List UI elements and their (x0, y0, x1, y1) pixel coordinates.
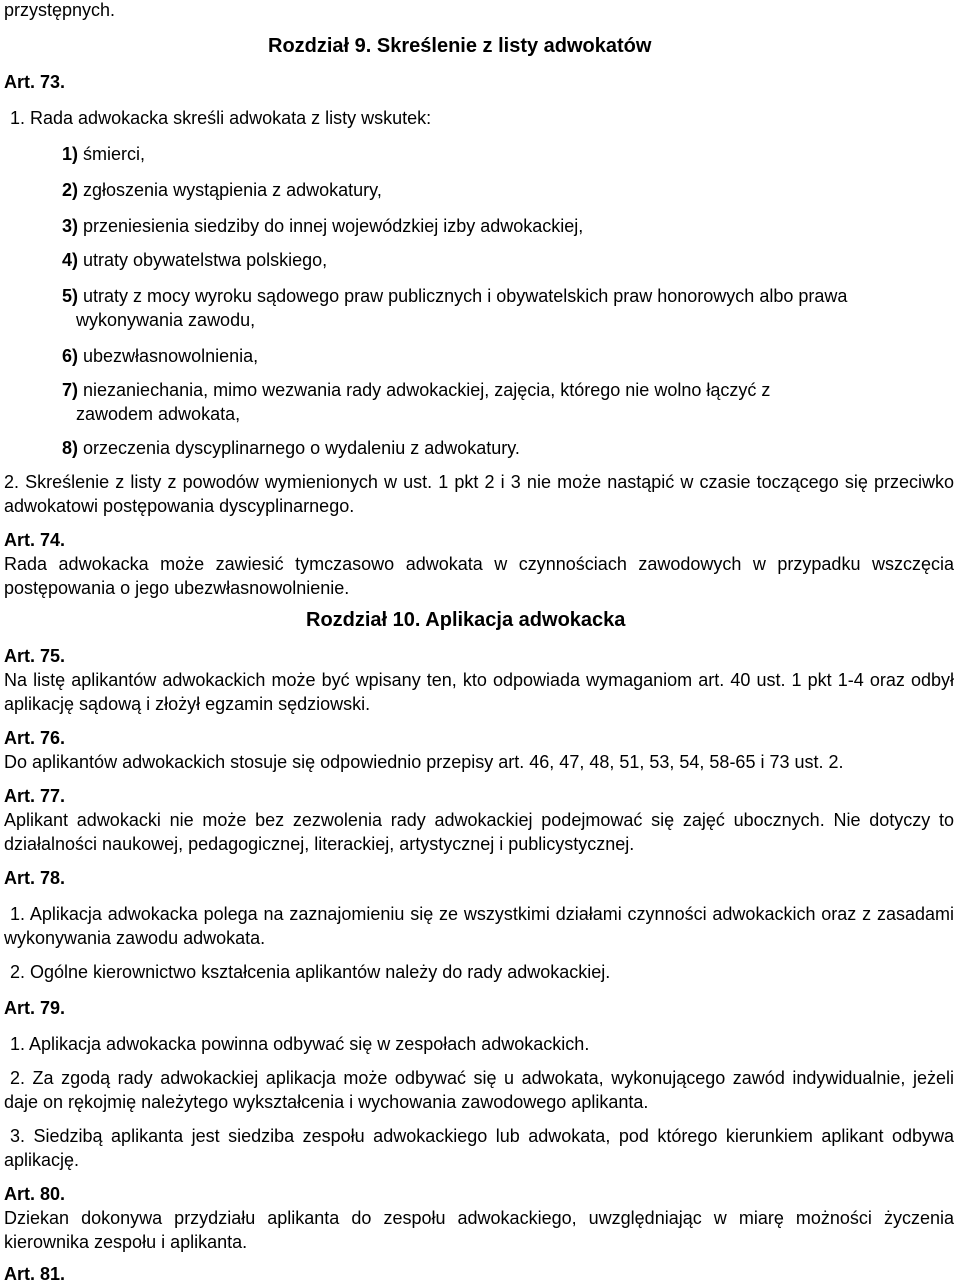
art-77-label: Art. 77. (4, 786, 66, 806)
continued-text: przystępnych. (4, 0, 116, 20)
chapter-9-heading: Rozdział 9. Skreślenie z listy adwokatów (268, 35, 652, 57)
chapter-10-heading: Rozdział 10. Aplikacja adwokacka (306, 609, 626, 631)
list-item: 1) śmierci, (62, 144, 146, 164)
list-item: 7) niezaniechania, mimo wezwania rady adwokackiej, zajęcia, którego nie wolno łączyć z (62, 380, 771, 400)
art-78-para-1: 1. Aplikacja adwokacka polega na zaznajomieniu się ze wszystkimi działami czynności adwokackich oraz z zasadami wykonywania zawodu adwokata. (4, 904, 954, 948)
art-78-para-2: 2. Ogólne kierownictwo kształcenia aplikantów należy do rady adwokackiej. (10, 962, 611, 982)
art-79-para-3: 3. Siedzibą aplikanta jest siedziba zespołu adwokackiego lub adwokata, pod którego kierunkiem aplikant odbywa aplikację. (4, 1126, 954, 1170)
art-81-label: Art. 81. (4, 1264, 66, 1284)
art-76-text: Do aplikantów adwokackich stosuje się odpowiednio przepisy art. 46, 47, 48, 51, 53, 54, 58-65 i 73 ust. 2. (4, 752, 844, 772)
art-73-label: Art. 73. (4, 72, 66, 92)
art-74-label: Art. 74. (4, 530, 66, 550)
art-75-label: Art. 75. (4, 646, 66, 666)
art-79-label: Art. 79. (4, 998, 66, 1018)
list-item-continuation: zawodem adwokata, (76, 404, 241, 424)
list-item: 5) utraty z mocy wyroku sądowego praw publicznych i obywatelskich praw honorowych albo prawa (62, 286, 848, 306)
art-80-text: Dziekan dokonywa przydziału aplikanta do zespołu adwokackiego, uwzględniając w miarę możności życzenia kierownika zespołu i aplikanta. (4, 1208, 954, 1252)
art-73-para-1-intro: 1. Rada adwokacka skreśli adwokata z listy wskutek: (10, 108, 432, 128)
list-item: 6) ubezwłasnowolnienia, (62, 346, 259, 366)
list-item: 3) przeniesienia siedziby do innej wojewódzkiej izby adwokackiej, (62, 216, 584, 236)
art-78-label: Art. 78. (4, 868, 66, 888)
art-80-label: Art. 80. (4, 1184, 66, 1204)
list-item: 4) utraty obywatelstwa polskiego, (62, 250, 328, 270)
art-73-para-2: 2. Skreślenie z listy z powodów wymienionych w ust. 1 pkt 2 i 3 nie może nastąpić w czasie toczącego się przeciwko adwokatowi postępowania dyscyplinarnego. (4, 472, 954, 516)
art-77-text: Aplikant adwokacki nie może bez zezwolenia rady adwokackiej podejmować się zajęć ubocznych. Nie dotyczy to działalności naukowej, pedagogicznej, literackiej, artystycznej i publicystycznej. (4, 810, 954, 854)
list-item: 8) orzeczenia dyscyplinarnego o wydaleniu z adwokatury. (62, 438, 520, 458)
art-79-para-2: 2. Za zgodą rady adwokackiej aplikacja może odbywać się u adwokata, wykonującego zawód indywidualnie, jeżeli daje on rękojmię należytego wykształcenia i wychowania zawodowego aplikanta. (4, 1068, 954, 1112)
art-79-para-1: 1. Aplikacja adwokacka powinna odbywać się w zespołach adwokackich. (10, 1034, 590, 1054)
art-74-text: Rada adwokacka może zawiesić tymczasowo adwokata w czynnościach zawodowych w przypadku wszczęcia postępowania o jego ubezwłasnowolnienie. (4, 554, 954, 598)
art-76-label: Art. 76. (4, 728, 66, 748)
list-item-continuation: wykonywania zawodu, (76, 310, 256, 330)
list-item: 2) zgłoszenia wystąpienia z adwokatury, (62, 180, 382, 200)
art-75-text: Na listę aplikantów adwokackich może być wpisany ten, kto odpowiada wymaganiom art. 40 ust. 1 pkt 1-4 oraz odbył aplikację sądową i złożył egzamin sędziowski. (4, 670, 954, 714)
